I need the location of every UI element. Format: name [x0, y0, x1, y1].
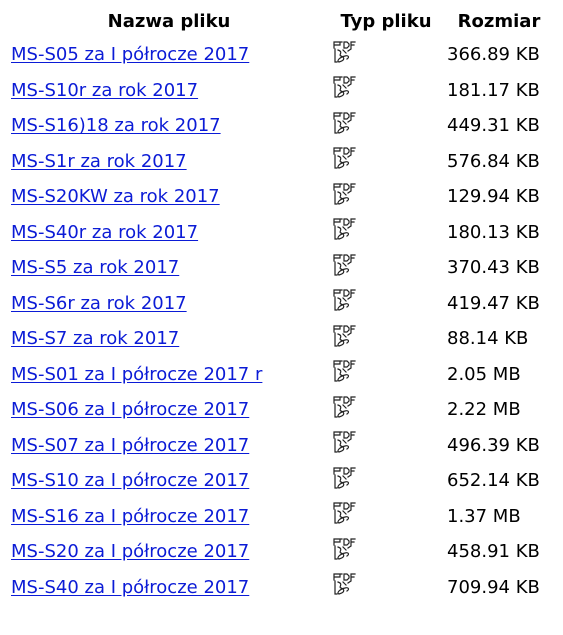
file-link[interactable]: MS-S1r za rok 2017 [11, 150, 187, 172]
file-size-cell: 709.94 KB [447, 576, 540, 598]
header-file-size: Rozmiar [457, 10, 541, 32]
file-type-cell [330, 108, 442, 144]
file-name-cell [11, 286, 327, 322]
pdf-icon [332, 572, 356, 596]
table-row [11, 463, 553, 499]
file-size-cell: 366.89 KB [447, 44, 540, 66]
file-link[interactable]: MS-S01 za I półrocze 2017 r [11, 363, 263, 385]
file-size-cell: 576.84 KB [447, 150, 540, 172]
file-name-cell [11, 321, 327, 357]
file-size-cell: 88.14 KB [447, 328, 529, 350]
file-link[interactable]: MS-S7 za rok 2017 [11, 328, 180, 350]
file-link[interactable]: MS-S05 za I półrocze 2017 [11, 44, 250, 66]
file-link[interactable]: MS-S10r za rok 2017 [11, 79, 199, 101]
file-name-cell [11, 215, 327, 251]
file-name-cell [11, 570, 327, 606]
pdf-icon [332, 75, 356, 99]
file-type-cell [330, 392, 442, 428]
file-size-cell: 2.05 MB [447, 363, 521, 385]
file-link[interactable]: MS-S20KW za rok 2017 [11, 186, 220, 208]
table-row [11, 108, 553, 144]
table-row [11, 250, 553, 286]
table-row [11, 73, 553, 109]
table-row [11, 499, 553, 535]
file-name-cell [11, 392, 327, 428]
file-type-cell [330, 144, 442, 180]
file-size-cell: 449.31 KB [447, 115, 540, 137]
file-name-cell [11, 37, 327, 73]
file-type-cell [330, 286, 442, 322]
table-row [11, 428, 553, 464]
file-type-cell [330, 250, 442, 286]
file-link[interactable]: MS-S6r za rok 2017 [11, 292, 187, 314]
file-name-cell [11, 108, 327, 144]
file-type-cell [330, 357, 442, 393]
table-row [11, 534, 553, 570]
file-type-cell [330, 321, 442, 357]
file-link[interactable]: MS-S40 za I półrocze 2017 [11, 576, 250, 598]
pdf-icon [332, 395, 356, 419]
file-type-cell [330, 179, 442, 215]
table-row [11, 215, 553, 251]
file-name-cell [11, 428, 327, 464]
file-name-cell [11, 463, 327, 499]
file-size-cell: 496.39 KB [447, 434, 540, 456]
file-link[interactable]: MS-S06 za I półrocze 2017 [11, 399, 250, 421]
file-size-cell: 370.43 KB [447, 257, 540, 279]
pdf-icon [332, 324, 356, 348]
table-row [11, 179, 553, 215]
file-link[interactable]: MS-S10 za I półrocze 2017 [11, 470, 250, 492]
table-row [11, 144, 553, 180]
file-size-cell: 1.37 MB [447, 505, 521, 527]
file-name-cell [11, 357, 327, 393]
file-name-cell [11, 144, 327, 180]
file-type-cell [330, 570, 442, 606]
file-type-cell [330, 37, 442, 73]
file-size-cell: 180.13 KB [447, 221, 540, 243]
file-type-cell [330, 499, 442, 535]
table-body [11, 37, 553, 605]
file-link[interactable]: MS-S5 za rok 2017 [11, 257, 180, 279]
file-name-cell [11, 73, 327, 109]
table-row [11, 570, 553, 606]
table-row [11, 392, 553, 428]
pdf-icon [332, 253, 356, 277]
file-type-cell [330, 534, 442, 570]
file-link[interactable]: MS-S16)18 za rok 2017 [11, 115, 221, 137]
pdf-icon [332, 182, 356, 206]
file-name-cell [11, 179, 327, 215]
pdf-icon [332, 359, 356, 383]
pdf-icon [332, 466, 356, 490]
file-size-cell: 458.91 KB [447, 541, 540, 563]
file-type-cell [330, 428, 442, 464]
file-type-cell [330, 463, 442, 499]
header-file-type: Typ pliku [340, 10, 432, 32]
pdf-icon [332, 217, 356, 241]
pdf-icon [332, 40, 356, 64]
pdf-icon [332, 146, 356, 170]
pdf-icon [332, 430, 356, 454]
file-name-cell [11, 499, 327, 535]
file-size-cell: 2.22 MB [447, 399, 521, 421]
table-row [11, 321, 553, 357]
file-size-cell: 419.47 KB [447, 292, 540, 314]
table-row [11, 357, 553, 393]
header-row [11, 5, 553, 37]
file-link[interactable]: MS-S40r za rok 2017 [11, 221, 199, 243]
file-name-cell [11, 250, 327, 286]
file-type-cell [330, 215, 442, 251]
file-size-cell: 129.94 KB [447, 186, 540, 208]
pdf-icon [332, 537, 356, 561]
pdf-icon [332, 288, 356, 312]
table-row [11, 286, 553, 322]
file-name-cell [11, 534, 327, 570]
file-link[interactable]: MS-S20 za I półrocze 2017 [11, 541, 250, 563]
header-file-name: Nazwa pliku [107, 10, 231, 32]
file-link[interactable]: MS-S07 za I półrocze 2017 [11, 434, 250, 456]
pdf-icon [332, 501, 356, 525]
table-row [11, 37, 553, 73]
table-header [11, 5, 553, 37]
file-link[interactable]: MS-S16 za I półrocze 2017 [11, 505, 250, 527]
file-list-table [8, 5, 556, 605]
file-size-cell: 181.17 KB [447, 79, 540, 101]
pdf-icon [332, 111, 356, 135]
file-type-cell [330, 73, 442, 109]
file-size-cell: 652.14 KB [447, 470, 540, 492]
